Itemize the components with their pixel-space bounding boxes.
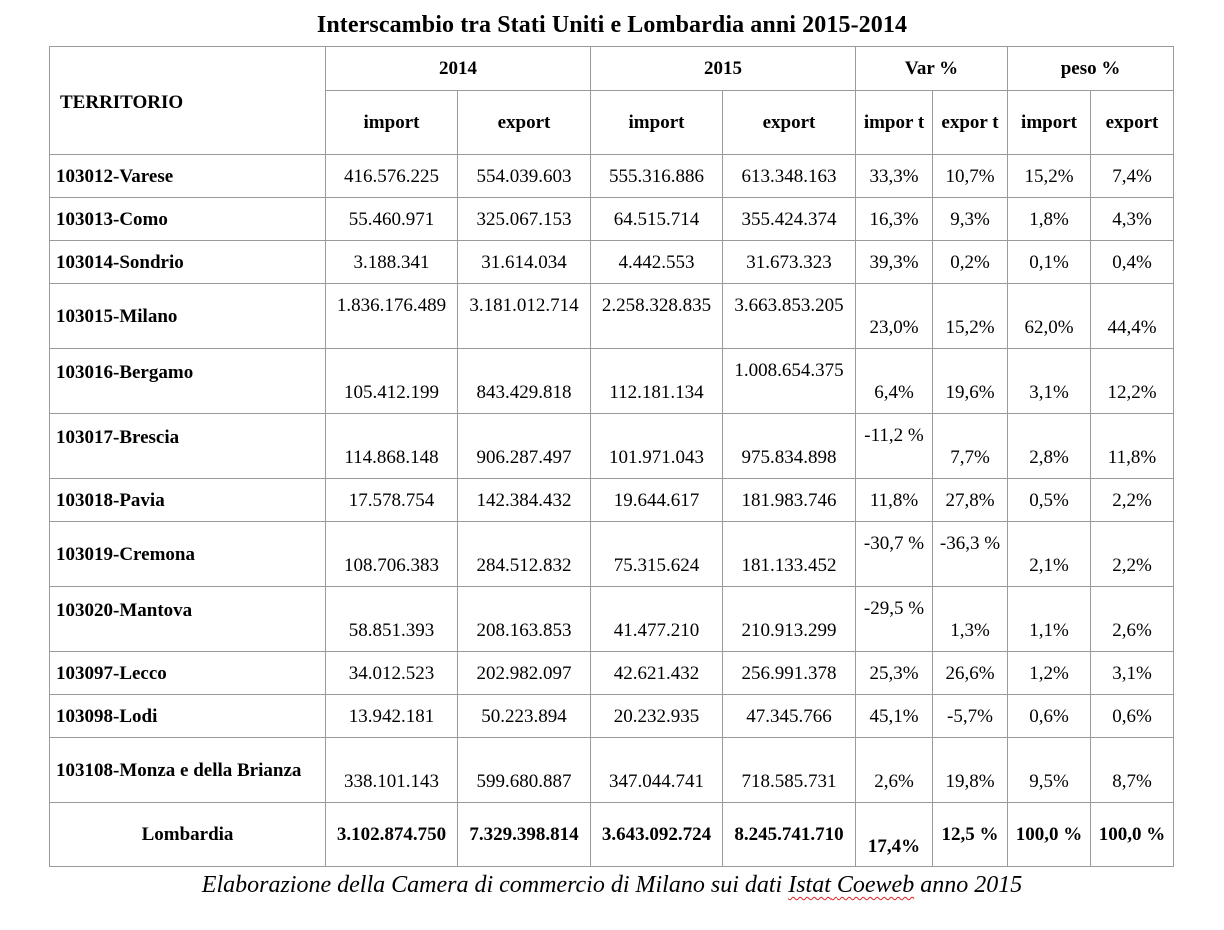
cell-var-export: 0,2% (933, 241, 1008, 284)
cell-peso-import: 9,5% (1008, 738, 1091, 803)
cell-peso-export: 0,4% (1091, 241, 1174, 284)
cell-var-export: 19,6% (933, 349, 1008, 414)
cell-var-export: 27,8% (933, 479, 1008, 522)
total-var-export: 12,5 % (933, 803, 1008, 867)
cell-export-2014: 31.614.034 (458, 241, 591, 284)
cell-var-import: -11,2 % (856, 414, 933, 479)
territory-name: 103012-Varese (50, 155, 326, 198)
total-export-2014: 7.329.398.814 (458, 803, 591, 867)
cell-peso-import: 0,6% (1008, 695, 1091, 738)
cell-peso-export: 44,4% (1091, 284, 1174, 349)
cell-export-2015: 3.663.853.205 (723, 284, 856, 349)
cell-peso-export: 4,3% (1091, 198, 1174, 241)
cell-import-2014: 17.578.754 (326, 479, 458, 522)
cell-export-2014: 325.067.153 (458, 198, 591, 241)
territory-name: 103013-Como (50, 198, 326, 241)
cell-peso-import: 62,0% (1008, 284, 1091, 349)
cell-import-2015: 112.181.134 (591, 349, 723, 414)
cell-peso-export: 2,2% (1091, 522, 1174, 587)
total-var-import: 17,4% (856, 803, 933, 867)
cell-peso-import: 1,2% (1008, 652, 1091, 695)
cell-peso-export: 3,1% (1091, 652, 1174, 695)
cell-peso-export: 2,6% (1091, 587, 1174, 652)
caption-text: Elaborazione della Camera di commercio di Milano sui dati (201, 872, 789, 898)
table-row (50, 522, 1174, 587)
cell-export-2015: 1.008.654.375 (723, 349, 856, 414)
cell-import-2014: 55.460.971 (326, 198, 458, 241)
cell-import-2015: 347.044.741 (591, 738, 723, 803)
total-peso-import: 100,0 % (1008, 803, 1091, 867)
table-row (50, 155, 1174, 198)
document-title: Interscambio tra Stati Uniti e Lombardia anni 2015-2014 (316, 12, 908, 38)
cell-export-2014: 50.223.894 (458, 695, 591, 738)
table-row (50, 198, 1174, 241)
cell-import-2014: 1.836.176.489 (326, 284, 458, 349)
cell-var-export: 26,6% (933, 652, 1008, 695)
cell-import-2015: 4.442.553 (591, 241, 723, 284)
territory-name: 103017-Brescia (50, 414, 326, 479)
cell-import-2014: 58.851.393 (326, 587, 458, 652)
header-peso-import: import (1008, 91, 1091, 155)
cell-peso-export: 8,7% (1091, 738, 1174, 803)
cell-export-2014: 208.163.853 (458, 587, 591, 652)
source-caption (0, 872, 1224, 899)
cell-var-import: 25,3% (856, 652, 933, 695)
cell-peso-export: 12,2% (1091, 349, 1174, 414)
header-row-years (50, 47, 1174, 91)
cell-export-2015: 47.345.766 (723, 695, 856, 738)
cell-export-2014: 843.429.818 (458, 349, 591, 414)
cell-import-2015: 41.477.210 (591, 587, 723, 652)
cell-var-import: 39,3% (856, 241, 933, 284)
cell-export-2015: 181.983.746 (723, 479, 856, 522)
cell-var-import: 11,8% (856, 479, 933, 522)
cell-import-2015: 20.232.935 (591, 695, 723, 738)
table-row (50, 479, 1174, 522)
cell-import-2014: 338.101.143 (326, 738, 458, 803)
header-2014: 2014 (326, 47, 591, 91)
cell-import-2014: 34.012.523 (326, 652, 458, 695)
territory-name: 103014-Sondrio (50, 241, 326, 284)
cell-var-import: 33,3% (856, 155, 933, 198)
header-peso: peso % (1008, 47, 1174, 91)
cell-import-2015: 555.316.886 (591, 155, 723, 198)
table-row (50, 695, 1174, 738)
cell-export-2015: 256.991.378 (723, 652, 856, 695)
cell-export-2015: 355.424.374 (723, 198, 856, 241)
cell-peso-import: 0,1% (1008, 241, 1091, 284)
cell-import-2014: 108.706.383 (326, 522, 458, 587)
cell-export-2014: 3.181.012.714 (458, 284, 591, 349)
cell-export-2014: 906.287.497 (458, 414, 591, 479)
table-row (50, 241, 1174, 284)
cell-peso-export: 7,4% (1091, 155, 1174, 198)
table-row (50, 284, 1174, 349)
trade-table (49, 46, 1174, 867)
cell-var-import: 23,0% (856, 284, 933, 349)
header-var-import: impor t (856, 91, 933, 155)
caption-coeweb: Coeweb (836, 872, 915, 898)
territory-name: 103015-Milano (50, 284, 326, 349)
cell-peso-import: 0,5% (1008, 479, 1091, 522)
cell-export-2015: 718.585.731 (723, 738, 856, 803)
cell-peso-import: 2,1% (1008, 522, 1091, 587)
cell-var-export: 1,3% (933, 587, 1008, 652)
cell-var-export: 9,3% (933, 198, 1008, 241)
cell-peso-export: 2,2% (1091, 479, 1174, 522)
cell-var-export: -5,7% (933, 695, 1008, 738)
cell-import-2015: 19.644.617 (591, 479, 723, 522)
cell-export-2015: 613.348.163 (723, 155, 856, 198)
cell-peso-import: 1,1% (1008, 587, 1091, 652)
cell-export-2015: 31.673.323 (723, 241, 856, 284)
total-row (50, 803, 1174, 867)
territory-name: 103016-Bergamo (50, 349, 326, 414)
cell-export-2014: 599.680.887 (458, 738, 591, 803)
cell-var-export: 15,2% (933, 284, 1008, 349)
cell-export-2015: 975.834.898 (723, 414, 856, 479)
table-row (50, 349, 1174, 414)
total-export-2015: 8.245.741.710 (723, 803, 856, 867)
territory-name: 103018-Pavia (50, 479, 326, 522)
cell-var-export: 7,7% (933, 414, 1008, 479)
cell-import-2014: 105.412.199 (326, 349, 458, 414)
cell-import-2015: 75.315.624 (591, 522, 723, 587)
caption-year: anno 2015 (914, 872, 1023, 898)
cell-peso-export: 0,6% (1091, 695, 1174, 738)
total-import-2014: 3.102.874.750 (326, 803, 458, 867)
cell-import-2015: 42.621.432 (591, 652, 723, 695)
cell-import-2015: 2.258.328.835 (591, 284, 723, 349)
header-import-2015: import (591, 91, 723, 155)
cell-var-import: -30,7 % (856, 522, 933, 587)
territory-name: 103019-Cremona (50, 522, 326, 587)
cell-var-import: -29,5 % (856, 587, 933, 652)
territory-name: 103108-Monza e della Brianza (50, 738, 326, 803)
cell-export-2014: 202.982.097 (458, 652, 591, 695)
total-import-2015: 3.643.092.724 (591, 803, 723, 867)
cell-export-2014: 284.512.832 (458, 522, 591, 587)
table-row (50, 652, 1174, 695)
cell-import-2015: 64.515.714 (591, 198, 723, 241)
header-export-2015: export (723, 91, 856, 155)
cell-export-2015: 181.133.452 (723, 522, 856, 587)
cell-var-import: 16,3% (856, 198, 933, 241)
cell-var-import: 2,6% (856, 738, 933, 803)
territory-name: 103097-Lecco (50, 652, 326, 695)
cell-peso-import: 1,8% (1008, 198, 1091, 241)
total-peso-export: 100,0 % (1091, 803, 1174, 867)
cell-peso-import: 2,8% (1008, 414, 1091, 479)
total-label: Lombardia (50, 803, 326, 867)
cell-import-2014: 13.942.181 (326, 695, 458, 738)
cell-export-2014: 142.384.432 (458, 479, 591, 522)
cell-var-import: 6,4% (856, 349, 933, 414)
header-export-2014: export (458, 91, 591, 155)
table-row (50, 738, 1174, 803)
caption-istat: Istat (788, 872, 831, 898)
cell-peso-import: 15,2% (1008, 155, 1091, 198)
cell-export-2014: 554.039.603 (458, 155, 591, 198)
header-var: Var % (856, 47, 1008, 91)
cell-peso-export: 11,8% (1091, 414, 1174, 479)
cell-import-2014: 3.188.341 (326, 241, 458, 284)
cell-var-export: 10,7% (933, 155, 1008, 198)
cell-var-export: 19,8% (933, 738, 1008, 803)
header-peso-export: export (1091, 91, 1174, 155)
cell-var-export: -36,3 % (933, 522, 1008, 587)
header-var-export: expor t (933, 91, 1008, 155)
cell-var-import: 45,1% (856, 695, 933, 738)
cell-import-2014: 114.868.148 (326, 414, 458, 479)
header-2015: 2015 (591, 47, 856, 91)
header-territorio: TERRITORIO (50, 47, 326, 155)
territory-name: 103098-Lodi (50, 695, 326, 738)
header-import-2014: import (326, 91, 458, 155)
cell-export-2015: 210.913.299 (723, 587, 856, 652)
table-row (50, 587, 1174, 652)
cell-import-2015: 101.971.043 (591, 414, 723, 479)
territory-name: 103020-Mantova (50, 587, 326, 652)
table-row (50, 414, 1174, 479)
cell-import-2014: 416.576.225 (326, 155, 458, 198)
cell-peso-import: 3,1% (1008, 349, 1091, 414)
